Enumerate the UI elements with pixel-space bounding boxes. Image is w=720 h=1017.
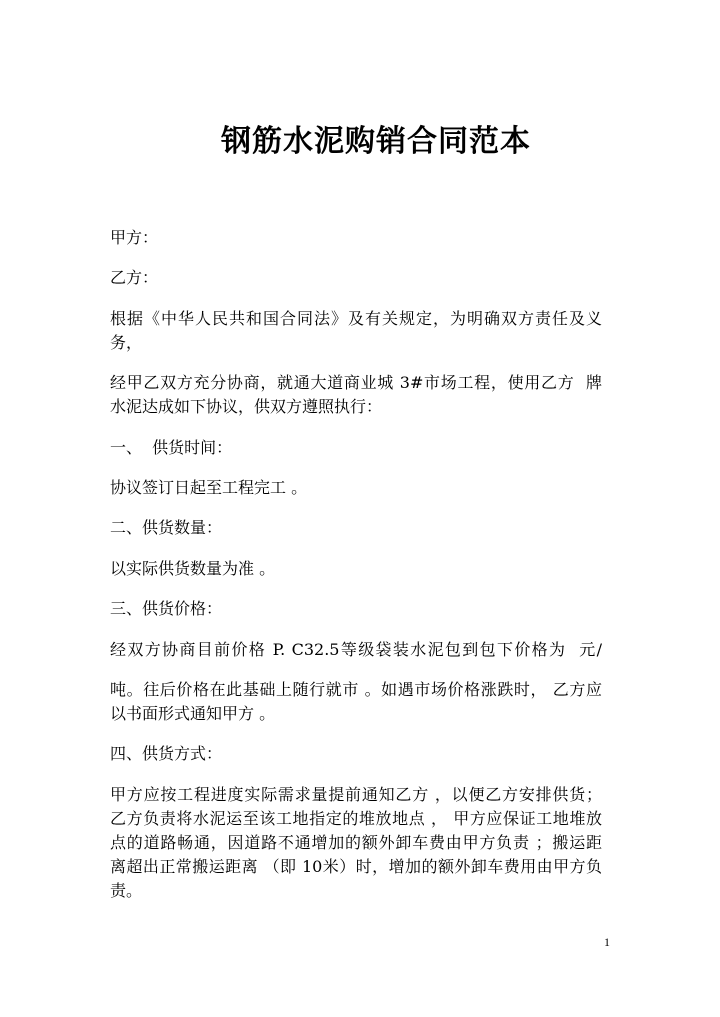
document-body (110, 226, 602, 919)
document-title: 钢筋水泥购销合同范本 (221, 124, 531, 159)
text-line: 以书面形式通知甲方 。 (110, 703, 276, 723)
text-line: 水泥达成如下协议，供双方遵照执行： (110, 397, 383, 417)
text-line: 吨。往后价格在此基础上随行就市 。如遇市场价格涨跌时， 乙方应 (110, 679, 602, 699)
text-line: 务， (110, 332, 143, 352)
supply-quantity-paragraph (110, 557, 602, 581)
supply-method-paragraph (110, 783, 602, 903)
text-line: 甲方： (110, 228, 159, 247)
text-line: 甲方应按工程进度实际需求量提前通知乙方 ，以便乙方安排供货； (110, 784, 602, 804)
supply-price-paragraph (110, 638, 602, 662)
text-line: 四、供货方式： (110, 744, 223, 764)
text-line: 根据《中华人民共和国合同法》及有关规定，为明确双方责任及义 (110, 308, 602, 328)
price-adjustment-paragraph (110, 678, 602, 726)
agreement-intro-paragraph (110, 371, 602, 419)
text-line: 协议签订日起至工程完工 。 (110, 477, 308, 497)
text-line: 乙方： (110, 268, 159, 288)
section-heading-supply-price (110, 597, 602, 621)
supply-time-paragraph (110, 476, 602, 500)
text-line: 一、 供货时间： (110, 437, 233, 457)
party-a-paragraph (110, 226, 602, 250)
section-heading-supply-quantity (110, 516, 602, 540)
text-line: 三、供货价格： (110, 599, 223, 619)
text-line: 经双方协商目前价格 P. C32.5等级袋装水泥包到包下价格为 元/ (110, 639, 602, 659)
text-line: 点的道路畅通，因道路不通增加的额外卸车费由甲方负责 ；搬运距 (110, 832, 602, 852)
text-line: 乙方负责将水泥运至该工地指定的堆放地点 ， 甲方应保证工地堆放 (110, 808, 602, 828)
section-heading-supply-method (110, 742, 602, 766)
text-line: 以实际供货数量为准 。 (110, 558, 276, 578)
party-b-paragraph (110, 266, 602, 290)
text-line: 离超出正常搬运距离 （即 10米）时，增加的额外卸车费用由甲方负 (110, 856, 602, 876)
text-line: 经甲乙双方充分协商，就通大道商业城 3#市场工程，使用乙方 牌 (110, 373, 602, 393)
legal-basis-paragraph (110, 307, 602, 355)
text-line: 责。 (110, 880, 143, 900)
section-heading-supply-time (110, 436, 602, 460)
page-number: 1 (604, 935, 610, 949)
text-line: 二、供货数量： (110, 518, 223, 538)
